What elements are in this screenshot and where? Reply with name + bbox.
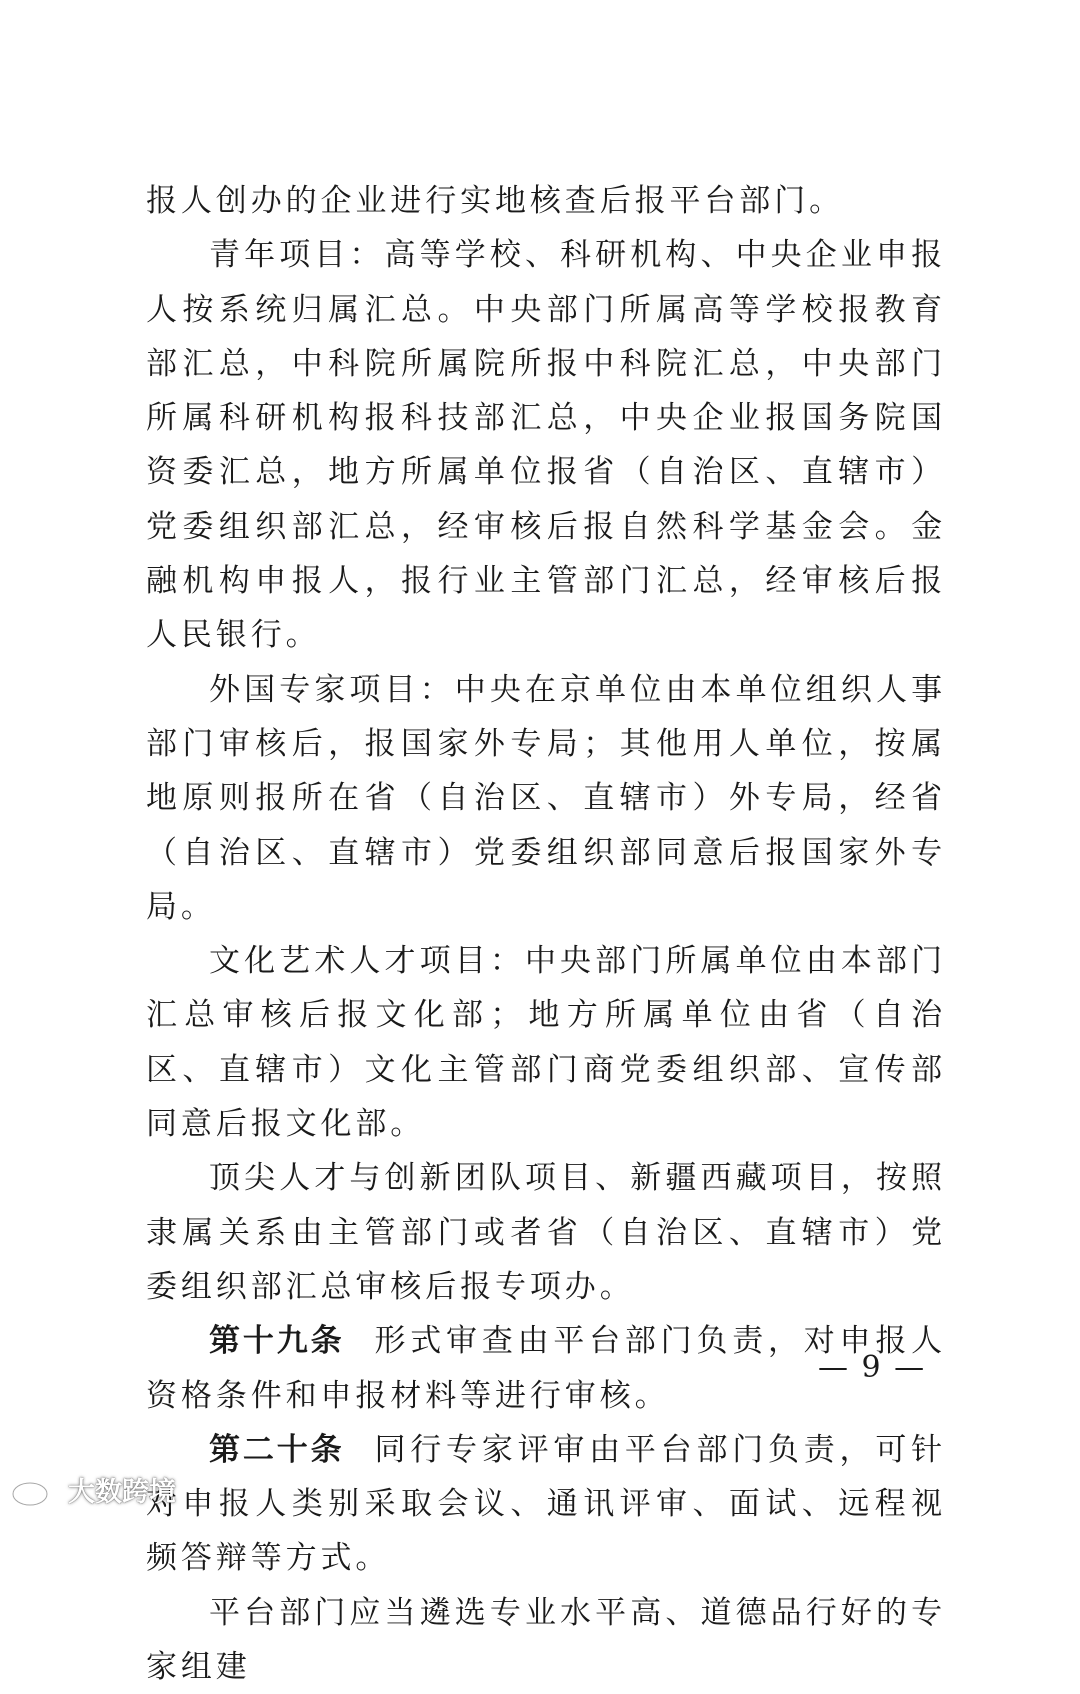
- paragraph-text: 报人创办的企业进行实地核查后报平台部门。: [146, 183, 844, 219]
- paragraph-foreign-expert-project: [146, 663, 946, 934]
- page-number: — 9 —: [818, 1350, 927, 1385]
- article-20: [146, 1423, 946, 1586]
- weibo-logo-icon: [10, 1473, 60, 1507]
- paragraph-top-talent-project: [146, 1151, 946, 1314]
- paragraph-continuation: [146, 174, 946, 228]
- paragraph-text: 外国专家项目：中央在京单位由本单位组织人事部门审核后，报国家外专局；其他用人单位，按属地原则报所在省（自治区、直辖市）外专局，经省（自治区、直辖市）党委组织部同意后报国家外专局。: [146, 671, 946, 925]
- paragraph-text: 平台部门应当遴选专业水平高、道德品行好的专家组建: [146, 1594, 946, 1686]
- watermark: [10, 1470, 176, 1509]
- paragraph-text: 顶尖人才与创新团队项目、新疆西藏项目，按照隶属关系由主管部门或者省（自治区、直辖市）党委组织部汇总审核后报专项办。: [146, 1160, 946, 1305]
- watermark-text: 大数跨境: [68, 1477, 176, 1508]
- paragraph-expert-selection: [146, 1586, 946, 1694]
- document-body: [146, 174, 946, 1694]
- paragraph-text: 青年项目：高等学校、科研机构、中央企业申报人按系统归属汇总。中央部门所属高等学校报教育部汇总，中科院所属院所报中科院汇总，中央部门所属科研机构报科技部汇总，中央企业报国务院国资委汇总，地方所属单位报省（自治区、直辖市）党委组织部汇总，经审核后报自然科学基金会。金融机构申报人，报行业主管部门汇总，经审核后报人民银行。: [146, 237, 946, 654]
- paragraph-text: 同行专家评审由平台部门负责，可针对申报人类别采取会议、通讯评审、面试、远程视频答辩等方式。: [146, 1431, 946, 1577]
- paragraph-culture-art-project: [146, 934, 946, 1151]
- paragraph-text: 文化艺术人才项目：中央部门所属单位由本部门汇总审核后报文化部；地方所属单位由省（自治区、直辖市）文化主管部门商党委组织部、宣传部同意后报文化部。: [146, 943, 946, 1143]
- paragraph-youth-project: [146, 228, 946, 662]
- paragraph-text: 形式审查由平台部门负责，对申报人资格条件和申报材料等进行审核。: [146, 1323, 946, 1414]
- article-label: 第二十条: [209, 1431, 345, 1468]
- article-label: 第十九条: [209, 1323, 345, 1360]
